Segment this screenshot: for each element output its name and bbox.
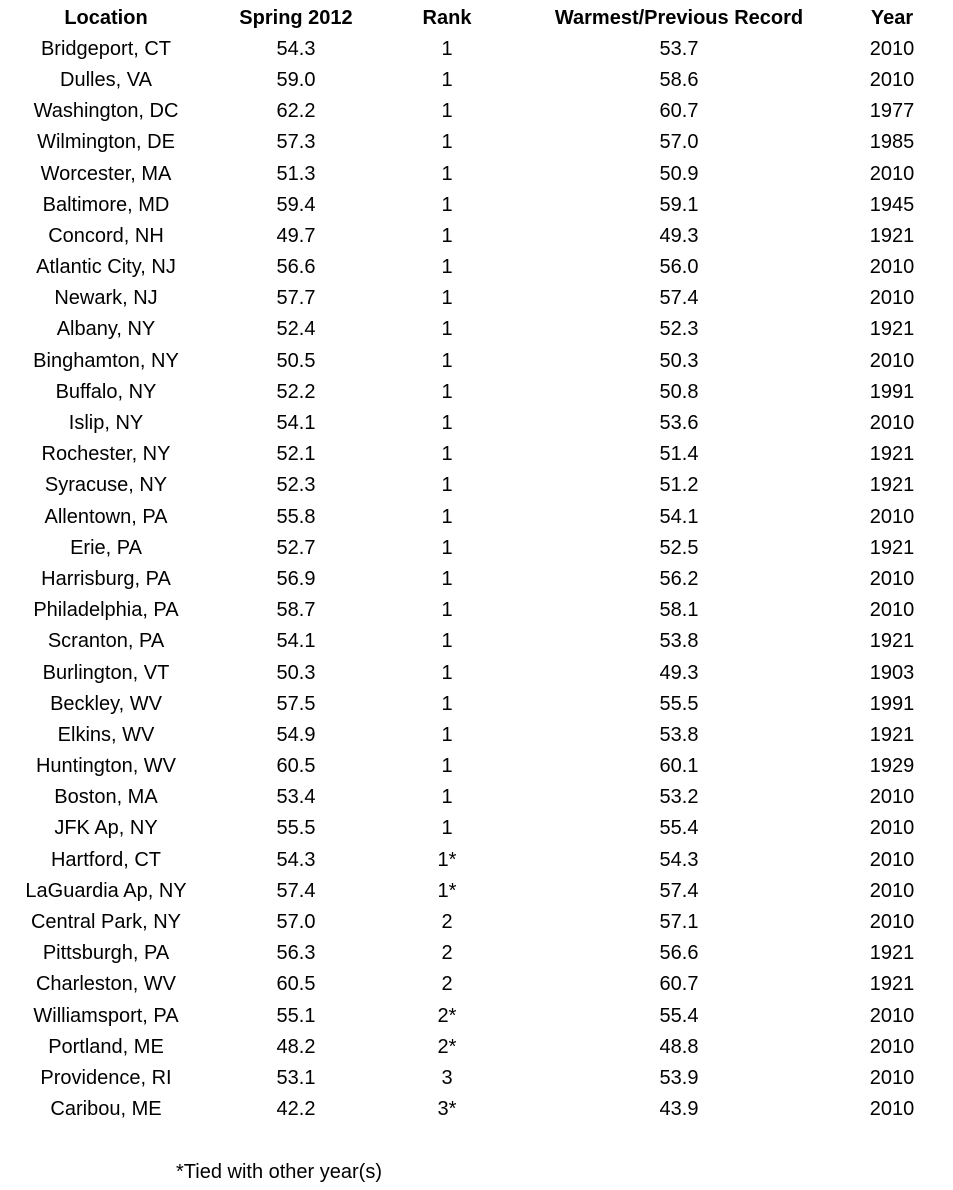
spring-2012-cell: 52.1 (276, 443, 316, 466)
previous-record-cell: 60.7 (659, 100, 699, 123)
year-cell: 2010 (869, 162, 915, 185)
spring-2012-cell: 59.0 (276, 68, 316, 91)
rank-cell: 1 (441, 287, 453, 310)
location-cell: Atlantic City, NJ (36, 256, 176, 279)
table-row (0, 875, 940, 906)
previous-record-cell: 53.7 (659, 37, 699, 60)
previous-record-cell: 59.1 (659, 193, 699, 216)
spring-2012-cell: 55.1 (276, 1004, 316, 1027)
previous-record-cell: 53.8 (659, 630, 699, 653)
table-row (0, 563, 940, 594)
previous-record-cell: 49.3 (659, 224, 699, 247)
year-cell: 2010 (869, 848, 915, 871)
rank-cell: 1 (441, 256, 453, 279)
location-cell: Allentown, PA (44, 505, 168, 528)
previous-record-cell: 55.4 (659, 1004, 699, 1027)
spring-2012-cell: 48.2 (276, 1035, 316, 1058)
previous-record-cell: 60.1 (659, 755, 699, 778)
rank-cell: 1 (441, 131, 453, 154)
rank-cell: 1 (441, 505, 453, 528)
table-row (0, 345, 940, 376)
spring-2012-cell: 55.5 (276, 817, 316, 840)
table-row (0, 938, 940, 969)
table-row (0, 220, 940, 251)
location-cell: Islip, NY (68, 412, 144, 435)
location-cell: Syracuse, NY (44, 474, 168, 497)
year-cell: 1921 (869, 630, 915, 653)
rank-cell: 1 (441, 567, 453, 590)
spring-2012-cell: 55.8 (276, 505, 316, 528)
rank-cell: 1 (441, 193, 453, 216)
year-cell: 1921 (869, 474, 915, 497)
previous-record-cell: 50.8 (659, 380, 699, 403)
year-cell: 2010 (869, 879, 915, 902)
table-row (0, 33, 940, 64)
year-cell: 1921 (869, 723, 915, 746)
table-row (0, 595, 940, 626)
previous-record-cell: 48.8 (659, 1035, 699, 1058)
records-body (0, 33, 940, 1125)
location-cell: Hartford, CT (50, 848, 162, 871)
previous-record-cell: 54.1 (659, 505, 699, 528)
rank-cell: 2* (437, 1035, 457, 1058)
rank-cell: 1 (441, 443, 453, 466)
table-row (0, 252, 940, 283)
location-cell: Burlington, VT (42, 661, 170, 684)
table-row (0, 844, 940, 875)
rank-cell: 1 (441, 224, 453, 247)
table-row (0, 376, 940, 407)
location-cell: JFK Ap, NY (54, 817, 158, 840)
location-cell: Wilmington, DE (37, 131, 175, 154)
table-row (0, 501, 940, 532)
table-row (0, 1094, 940, 1125)
spring-2012-cell: 54.1 (276, 412, 316, 435)
previous-record-cell: 56.6 (659, 942, 699, 965)
footnote: *Tied with other year(s) (176, 1161, 382, 1183)
spring-2012-cell: 52.2 (276, 380, 316, 403)
spring-2012-cell: 59.4 (276, 193, 316, 216)
table-row (0, 1062, 940, 1093)
location-cell: Scranton, PA (47, 630, 165, 653)
spring-2012-cell: 54.3 (276, 37, 316, 60)
year-cell: 1921 (869, 224, 915, 247)
spring-2012-cell: 53.4 (276, 786, 316, 809)
spring-2012-cell: 53.1 (276, 1066, 316, 1089)
location-cell: Concord, NH (48, 224, 164, 247)
year-cell: 2010 (869, 287, 915, 310)
spring-2012-cell: 57.7 (276, 287, 316, 310)
spring-2012-cell: 52.3 (276, 474, 316, 497)
previous-record-cell: 55.5 (659, 692, 699, 715)
previous-record-cell: 52.3 (659, 318, 699, 341)
spring-2012-cell: 54.3 (276, 848, 316, 871)
spring-2012-cell: 49.7 (276, 224, 316, 247)
location-cell: Central Park, NY (30, 911, 182, 934)
spring-2012-cell: 62.2 (276, 100, 316, 123)
spring-2012-cell: 57.0 (276, 911, 316, 934)
location-cell: Dulles, VA (60, 68, 152, 91)
rank-cell: 1 (441, 661, 453, 684)
previous-record-cell: 57.4 (659, 287, 699, 310)
previous-record-cell: 53.6 (659, 412, 699, 435)
header-row (0, 2, 940, 33)
rank-cell: 1 (441, 599, 453, 622)
year-cell: 2010 (869, 1004, 915, 1027)
table-row (0, 532, 940, 563)
year-cell: 2010 (869, 599, 915, 622)
table-row (0, 407, 940, 438)
year-cell: 1945 (869, 193, 915, 216)
rank-cell: 2 (441, 942, 453, 965)
rank-cell: 3 (441, 1066, 453, 1089)
rank-cell: 2 (441, 911, 453, 934)
rank-cell: 1 (441, 692, 453, 715)
rank-cell: 1 (441, 630, 453, 653)
year-cell: 2010 (869, 1066, 915, 1089)
location-cell: Worcester, MA (40, 162, 172, 185)
year-cell: 1921 (869, 942, 915, 965)
location-cell: Huntington, WV (35, 755, 177, 778)
year-cell: 2010 (869, 1098, 915, 1121)
year-cell: 1903 (869, 661, 915, 684)
spring-2012-cell: 52.7 (276, 536, 316, 559)
location-cell: Binghamton, NY (33, 349, 179, 372)
location-cell: Philadelphia, PA (33, 599, 179, 622)
previous-record-cell: 51.2 (659, 474, 699, 497)
spring-2012-cell: 60.5 (276, 973, 316, 996)
spring-2012-cell: 56.3 (276, 942, 316, 965)
year-cell: 2010 (869, 412, 915, 435)
year-cell: 1921 (869, 443, 915, 466)
table-row (0, 969, 940, 1000)
table-row (0, 751, 940, 782)
rank-cell: 1 (441, 162, 453, 185)
previous-record-cell: 43.9 (659, 1098, 699, 1121)
spring-2012-cell: 50.5 (276, 349, 316, 372)
previous-record-cell: 54.3 (659, 848, 699, 871)
table-row (0, 127, 940, 158)
previous-record-cell: 58.1 (659, 599, 699, 622)
spring-2012-cell: 60.5 (276, 755, 316, 778)
location-cell: Bridgeport, CT (40, 37, 172, 60)
rank-cell: 1 (441, 817, 453, 840)
previous-record-cell: 52.5 (659, 536, 699, 559)
spring-2012-cell: 57.5 (276, 692, 316, 715)
year-cell: 2010 (869, 567, 915, 590)
location-cell: Washington, DC (33, 100, 179, 123)
year-cell: 1985 (869, 131, 915, 154)
location-cell: Erie, PA (70, 536, 142, 559)
spring-2012-cell: 54.9 (276, 723, 316, 746)
spring-2012-cell: 42.2 (276, 1098, 316, 1121)
previous-record-cell: 53.8 (659, 723, 699, 746)
location-cell: Caribou, ME (50, 1098, 162, 1121)
location-cell: Buffalo, NY (55, 380, 157, 403)
previous-record-cell: 58.6 (659, 68, 699, 91)
location-cell: Pittsburgh, PA (42, 942, 170, 965)
table-row (0, 1031, 940, 1062)
table-row (0, 657, 940, 688)
year-cell: 1991 (869, 380, 915, 403)
location-cell: Providence, RI (40, 1066, 172, 1089)
year-cell: 1977 (869, 100, 915, 123)
rank-cell: 1 (441, 786, 453, 809)
rank-cell: 1 (441, 68, 453, 91)
location-cell: Albany, NY (56, 318, 156, 341)
year-cell: 1921 (869, 973, 915, 996)
rank-cell: 1* (437, 879, 457, 902)
header-location: Location (64, 6, 148, 29)
previous-record-cell: 56.2 (659, 567, 699, 590)
table-row (0, 96, 940, 127)
rank-cell: 2* (437, 1004, 457, 1027)
table-row (0, 64, 940, 95)
year-cell: 2010 (869, 911, 915, 934)
location-cell: Newark, NJ (54, 287, 158, 310)
previous-record-cell: 57.0 (659, 131, 699, 154)
year-cell: 1921 (869, 536, 915, 559)
spring-2012-cell: 57.3 (276, 131, 316, 154)
previous-record-cell: 60.7 (659, 973, 699, 996)
year-cell: 2010 (869, 68, 915, 91)
table-row (0, 626, 940, 657)
rank-cell: 1* (437, 848, 457, 871)
year-cell: 2010 (869, 505, 915, 528)
previous-record-cell: 56.0 (659, 256, 699, 279)
rank-cell: 1 (441, 412, 453, 435)
location-cell: LaGuardia Ap, NY (25, 879, 187, 902)
rank-cell: 1 (441, 100, 453, 123)
location-cell: Charleston, WV (35, 973, 177, 996)
rank-cell: 2 (441, 973, 453, 996)
year-cell: 2010 (869, 349, 915, 372)
previous-record-cell: 57.4 (659, 879, 699, 902)
table-row (0, 439, 940, 470)
table-row (0, 719, 940, 750)
location-cell: Portland, ME (48, 1035, 164, 1058)
header-previous-record: Warmest/Previous Record (554, 6, 804, 29)
spring-2012-cell: 56.6 (276, 256, 316, 279)
rank-cell: 1 (441, 37, 453, 60)
table-row (0, 470, 940, 501)
previous-record-cell: 55.4 (659, 817, 699, 840)
rank-cell: 1 (441, 474, 453, 497)
spring-2012-cell: 54.1 (276, 630, 316, 653)
spring-2012-cell: 51.3 (276, 162, 316, 185)
header-year: Year (870, 6, 914, 29)
year-cell: 1921 (869, 318, 915, 341)
previous-record-cell: 50.3 (659, 349, 699, 372)
location-cell: Rochester, NY (41, 443, 171, 466)
rank-cell: 1 (441, 349, 453, 372)
location-cell: Beckley, WV (50, 692, 162, 715)
location-cell: Harrisburg, PA (41, 567, 171, 590)
previous-record-cell: 50.9 (659, 162, 699, 185)
table-row (0, 1000, 940, 1031)
spring-2012-cell: 52.4 (276, 318, 316, 341)
header-rank: Rank (422, 6, 472, 29)
location-cell: Elkins, WV (57, 723, 155, 746)
location-cell: Williamsport, PA (33, 1004, 179, 1027)
rank-cell: 1 (441, 380, 453, 403)
previous-record-cell: 51.4 (659, 443, 699, 466)
rank-cell: 3* (437, 1098, 457, 1121)
spring-2012-cell: 56.9 (276, 567, 316, 590)
spring-2012-cell: 58.7 (276, 599, 316, 622)
table-row (0, 283, 940, 314)
location-cell: Boston, MA (54, 786, 158, 809)
spring-2012-cell: 50.3 (276, 661, 316, 684)
previous-record-cell: 49.3 (659, 661, 699, 684)
year-cell: 1991 (869, 692, 915, 715)
table-row (0, 813, 940, 844)
year-cell: 2010 (869, 256, 915, 279)
rank-cell: 1 (441, 755, 453, 778)
location-cell: Baltimore, MD (42, 193, 170, 216)
table-row (0, 906, 940, 937)
table-row (0, 782, 940, 813)
header-spring-2012: Spring 2012 (239, 6, 353, 29)
table-row (0, 688, 940, 719)
table-row (0, 189, 940, 220)
year-cell: 2010 (869, 786, 915, 809)
previous-record-cell: 53.2 (659, 786, 699, 809)
rank-cell: 1 (441, 536, 453, 559)
rank-cell: 1 (441, 318, 453, 341)
year-cell: 2010 (869, 1035, 915, 1058)
records-table (0, 2, 940, 1125)
year-cell: 1929 (869, 755, 915, 778)
table-row (0, 158, 940, 189)
previous-record-cell: 53.9 (659, 1066, 699, 1089)
spring-2012-cell: 57.4 (276, 879, 316, 902)
rank-cell: 1 (441, 723, 453, 746)
year-cell: 2010 (869, 817, 915, 840)
previous-record-cell: 57.1 (659, 911, 699, 934)
year-cell: 2010 (869, 37, 915, 60)
table-row (0, 314, 940, 345)
